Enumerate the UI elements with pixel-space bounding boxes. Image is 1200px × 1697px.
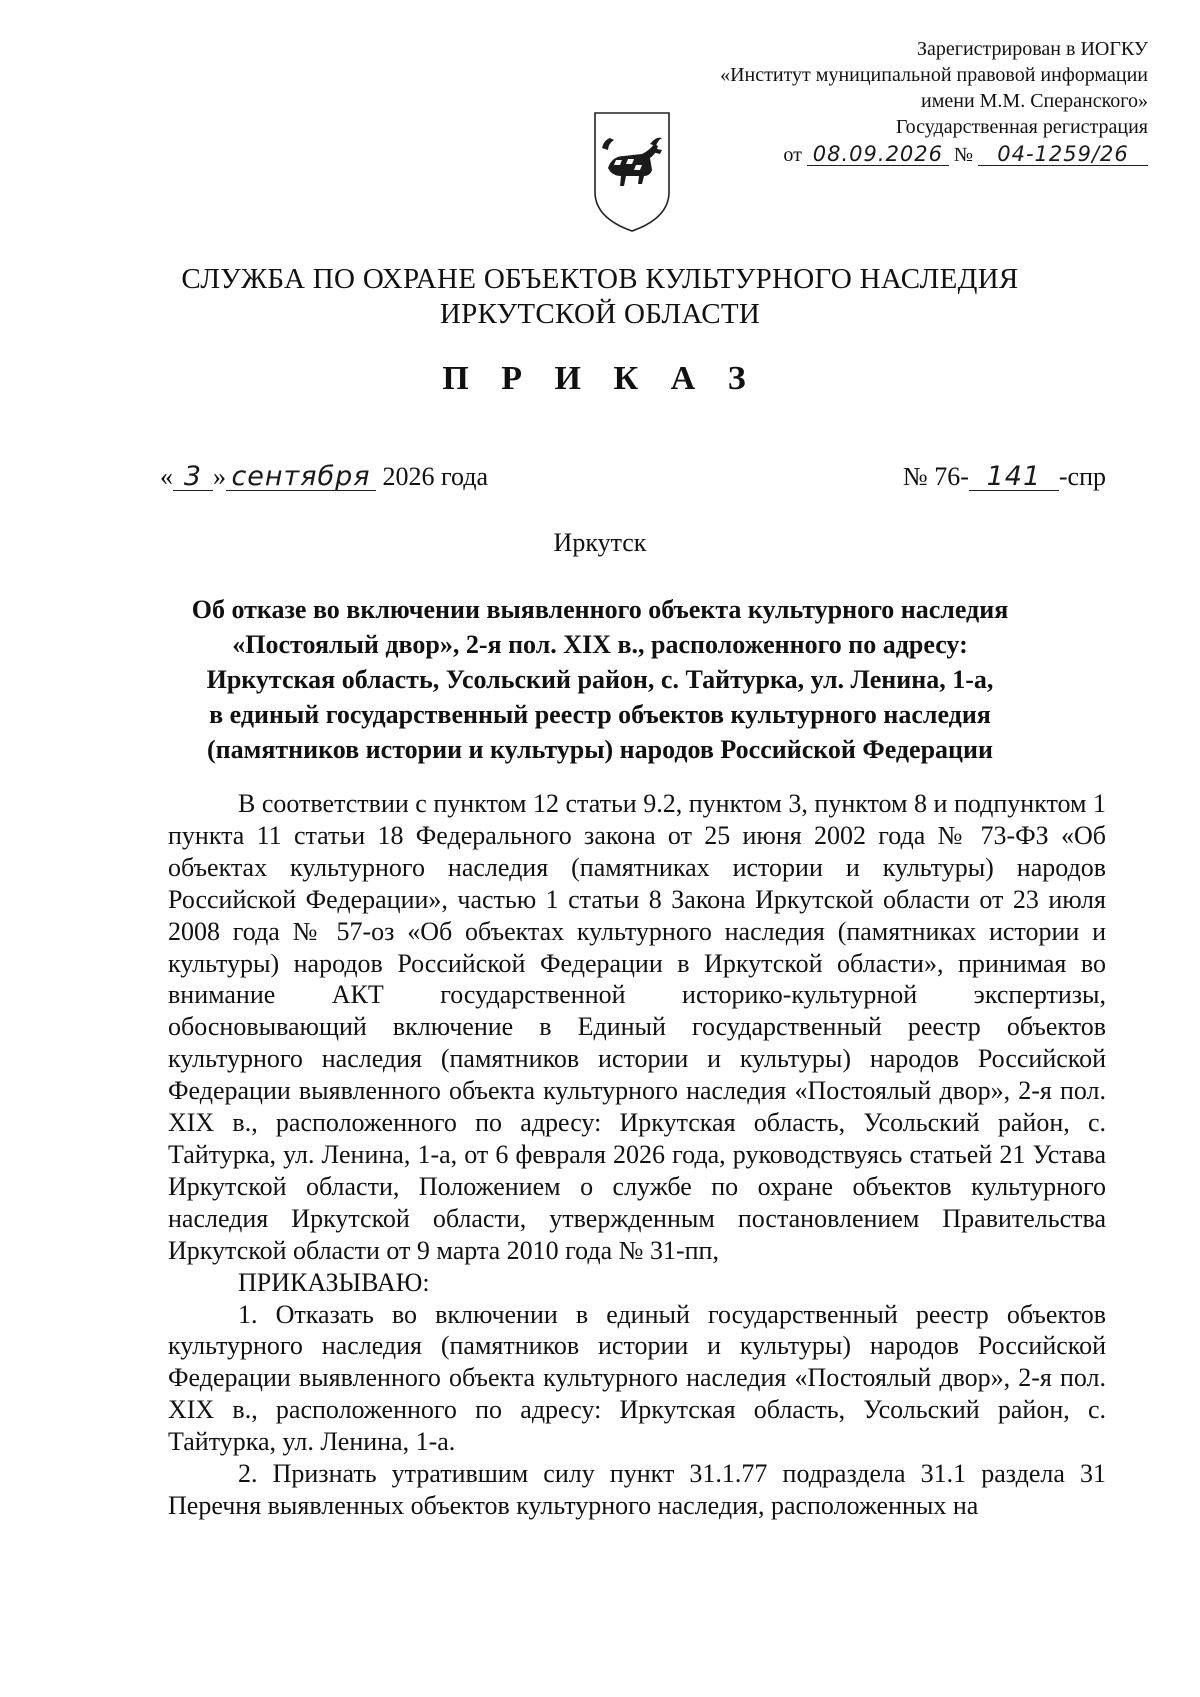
order-item-1: 1. Отказать во включении в единый государственный реестр объектов культурного наследия (памятников истории и культуры) народов Российской Федерации выявленного объекта культурного наследия «Постоялый двор», 2-я пол. XIX в., расположенного по адресу: Иркутская область, Усольский район, с. Тайтурка, ул. Ленина, 1-а. xyxy=(168,1299,1106,1457)
registration-from-label: от xyxy=(783,144,802,166)
subject-line-2: «Постоялый двор», 2-я пол. XIX в., расположенного по адресу: xyxy=(232,630,968,659)
order-year: 2026 года xyxy=(382,462,489,491)
subject-line-4: в единый государственный реестр объектов культурного наследия xyxy=(209,700,991,729)
order-number-suffix: -спр xyxy=(1058,462,1106,491)
organization-line-2: ИРКУТСКОЙ ОБЛАСТИ xyxy=(439,298,761,330)
registration-date-handwritten: 08.09.2026 xyxy=(807,143,949,166)
irkutsk-coat-of-arms-icon xyxy=(592,110,672,234)
order-month-handwritten: сентября xyxy=(226,464,376,491)
registration-line-3: имени М.М. Сперанского» xyxy=(921,90,1148,112)
registration-line-4: Государственная регистрация xyxy=(895,116,1148,138)
order-number xyxy=(903,462,1106,492)
preamble-paragraph: В соответствии с пунктом 12 статьи 9.2, пунктом 3, пунктом 8 и подпунктом 1 пункта 11 статьи 18 Федерального закона от 25 июня 2002 года № 73-ФЗ «Об объектах культурного наследия (памятниках истории и культуры) народов Российской Федерации», частью 1 статьи 8 Закона Иркутской области от 23 июля 2008 года № 57-оз «Об объектах культурного наследия (памятниках истории и культуры) народов Российской Федерации в Иркутской области», принимая во внимание АКТ государственной историко-культурной экспертизы, обосновывающий включение в Единый государственный реестр объектов культурного наследия (памятников истории и культуры) народов Российской Федерации выявленного объекта культурного наследия «Постоялый двор», 2-я пол. XIX в., расположенного по адресу: Иркутская область, Усольский район, с. Тайтурка, ул. Ленина, 1-а, от 6 февраля 2026 года, руководствуясь статьей 21 Устава Иркутской области, Положением о службе по охране объектов культурного наследия Иркутской области, утвержденным постановлением Правительства Иркутской области от 9 марта 2010 года № 31-пп, xyxy=(168,789,1106,1265)
order-body xyxy=(168,788,1106,1522)
registration-line-1: Зарегистрирован в ИОГКУ xyxy=(917,38,1148,60)
registration-stamp xyxy=(628,36,1148,168)
organization-line-1: СЛУЖБА ПО ОХРАНЕ ОБЪЕКТОВ КУЛЬТУРНОГО НАСЛЕДИЯ xyxy=(181,263,1019,295)
order-word: ПРИКАЗЫВАЮ: xyxy=(238,1267,430,1297)
order-date xyxy=(160,462,488,492)
city: Иркутск xyxy=(553,528,647,557)
subject-line-3: Иркутская область, Усольский район, с. Тайтурка, ул. Ленина, 1-а, xyxy=(206,665,994,694)
order-number-prefix: № 76- xyxy=(902,462,969,491)
registration-number-handwritten: 04-1259/26 xyxy=(978,143,1148,166)
subject-line-1: Об отказе во включении выявленного объекта культурного наследия xyxy=(191,595,1009,624)
registration-date-number-row xyxy=(628,142,1148,168)
order-date-number-row xyxy=(160,462,1106,496)
document-title: П Р И К А З xyxy=(442,360,758,397)
registration-number-label: № xyxy=(953,144,973,166)
order-item-2: 2. Признать утратившим силу пункт 31.1.77 подраздела 31.1 раздела 31 Перечня выявленных объектов культурного наследия, расположенных на xyxy=(168,1459,1106,1520)
subject-line-5: (памятников истории и культуры) народов Российской Федерации xyxy=(207,735,993,764)
registration-line-2: «Институт муниципальной правовой информации xyxy=(720,64,1148,86)
order-date-close-quote: » xyxy=(213,462,226,491)
organization-header xyxy=(0,262,1200,332)
order-number-handwritten: 141 xyxy=(969,464,1059,491)
order-date-open-quote: « xyxy=(160,462,173,491)
order-day-handwritten: 3 xyxy=(173,464,213,491)
order-subject xyxy=(120,592,1080,767)
